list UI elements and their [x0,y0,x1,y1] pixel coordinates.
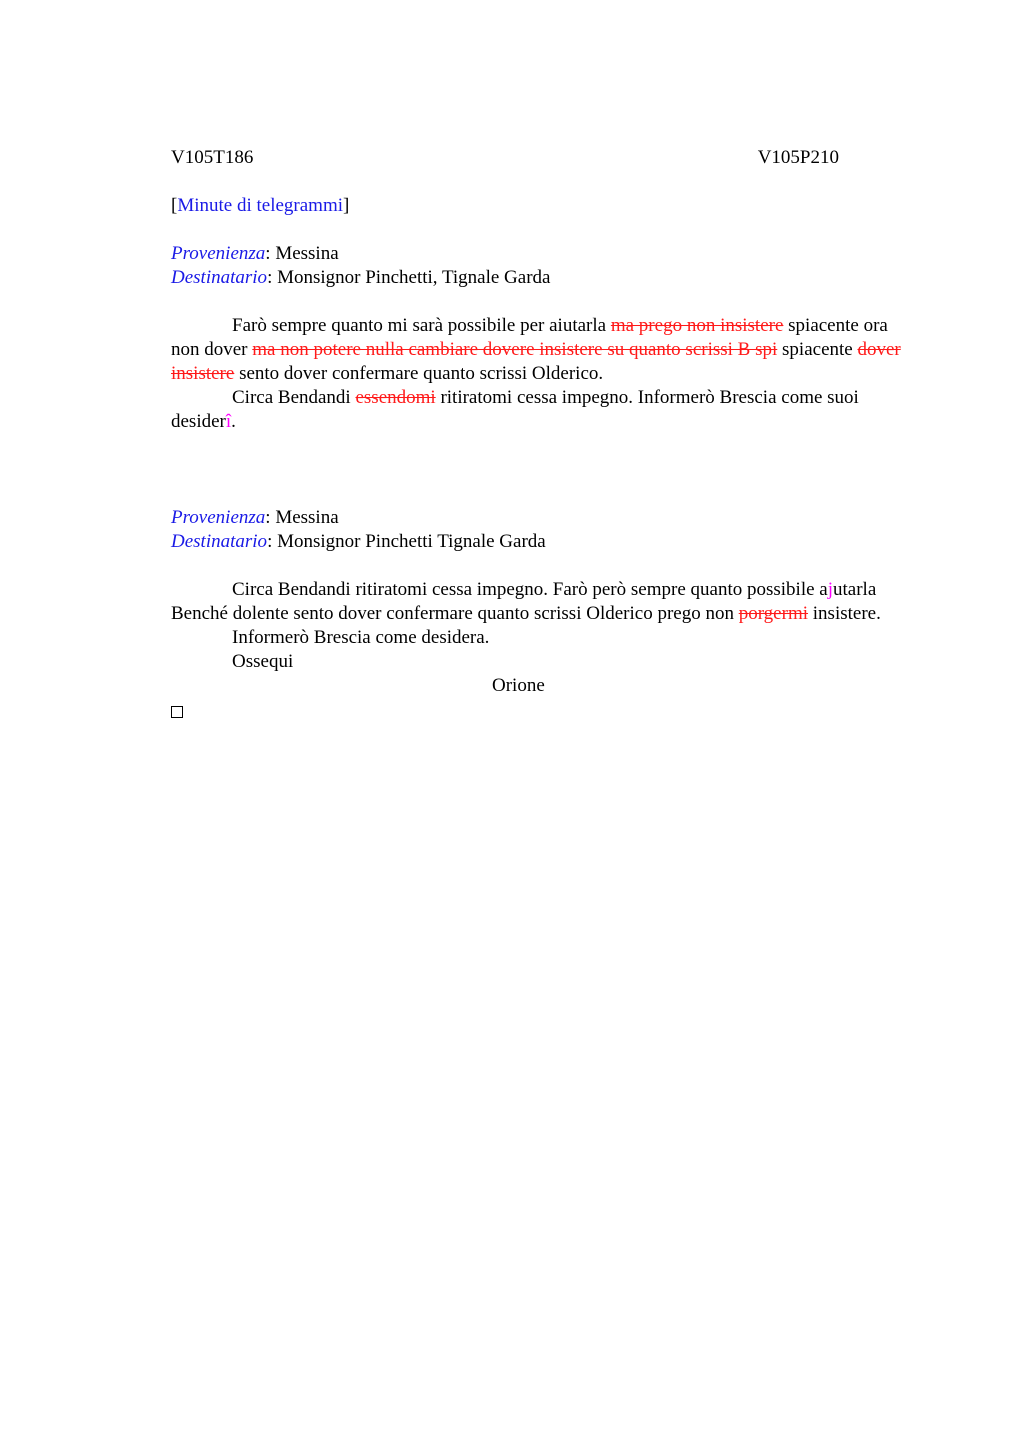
tel1-destinatario: Destinatario: Monsignor Pinchetti, Tignale Garda [171,267,551,288]
destinatario-label: Destinatario [171,267,268,288]
deleted-text: porgermi [738,603,809,624]
destinatario-label: Destinatario [171,531,268,552]
deleted-text: ma non potere nulla cambiare dovere insistere su quanto scrissi B spi [252,339,778,360]
deleted-text: ma prego non insistere [610,315,784,336]
tel1-paragraph-1: Farò sempre quanto mi sarà possibile per aiutarla ma prego non insistere spiacente ora non dover ma non potere nulla cambiare dovere insistere su quanto scrissi B spi spiacente dover insistere sento dover confermare quanto scrissi Olderico. [171,315,901,384]
corrected-char: î [225,411,232,432]
tel2-line-3: Ossequi [232,651,294,672]
tel1-provenienza: Provenienza: Messina [171,243,339,264]
provenienza-label: Provenienza [171,243,266,264]
left-code: V105T186 [171,147,254,168]
tel2-paragraph-1: Circa Bendandi ritiratomi cessa impegno. Farò però sempre quanto possibile ajutarla Benché dolente sento dover confermare quanto scrissi Olderico prego non porgermi insistere. [171,579,881,624]
document-title: [Minute di telegrammi] [171,195,350,216]
signature: Orione [492,675,545,696]
square-icon [171,706,183,718]
corrected-char: j [827,579,833,600]
document-content [171,146,916,725]
tel2-line-2: Informerò Brescia come desidera. [232,627,490,648]
title-text: Minute di telegrammi [177,195,344,216]
provenienza-label: Provenienza [171,507,266,528]
deleted-text: essendomi [355,387,436,408]
header-row [171,146,839,170]
tel2-provenienza: Provenienza: Messina [171,507,339,528]
deleted-text: dover insistere [171,339,901,384]
tel2-destinatario: Destinatario: Monsignor Pinchetti Tignale Garda [171,531,546,552]
right-code: V105P210 [757,147,839,168]
tel1-paragraph-2: Circa Bendandi essendomi ritiratomi cessa impegno. Informerò Brescia come suoi desiderî. [171,387,859,432]
